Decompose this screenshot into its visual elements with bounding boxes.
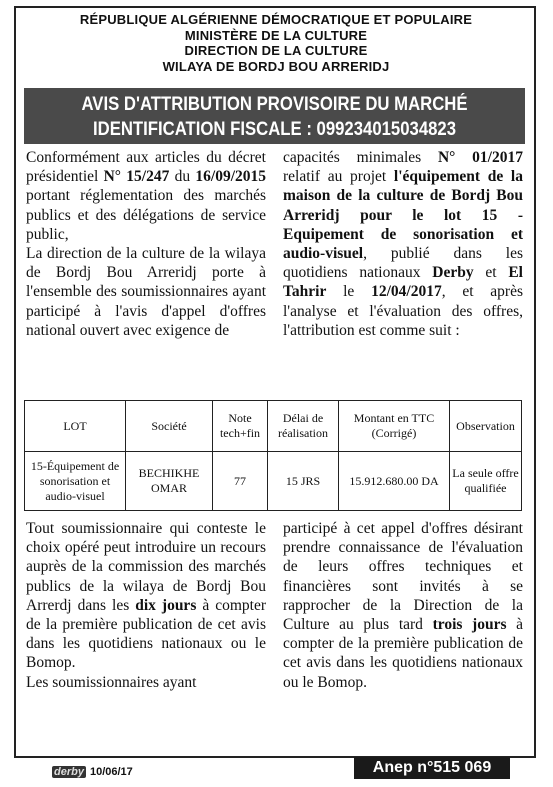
header-wilaya: WILAYA DE BORDJ BOU ARRERIDJ <box>162 58 390 74</box>
attribution-table <box>24 400 522 511</box>
header-delai: Délai de réalisation <box>268 401 339 452</box>
header-ministry: MINISTÈRE DE LA CULTURE <box>184 27 368 43</box>
document-header <box>16 12 536 74</box>
cell-delai: 15 JRS <box>268 452 339 511</box>
body-column-right <box>283 519 523 692</box>
intro-column-left <box>26 148 266 340</box>
publication-date: 10/06/17 <box>89 766 133 778</box>
anep-badge: Anep n°515 069 <box>354 757 510 779</box>
title-line-1: AVIS D'ATTRIBUTION PROVISOIRE DU MARCHÉ <box>81 94 468 115</box>
header-lot: LOT <box>25 401 126 452</box>
table-row <box>25 452 522 511</box>
intro-paragraph-3: capacités minimales N° 01/2017 relatif au projet l'équipement de la maison de la culture de Bordj Bou Arreridj pour le lot 15 - Equipement de sonorisation et audio-visuel, publié dans les quotidiens nationaux Derby et El Tahrir le 12/04/2017, et après l'analyse et l'évaluation des offres, l'attribution est comme suit : <box>283 149 523 339</box>
header-direction: DIRECTION DE LA CULTURE <box>184 43 368 58</box>
intro-paragraph-1: Conformément aux articles du décret présidentiel N° 15/247 du 16/09/2015 portant réglementation des marchés publics et des délégations de service public, <box>26 149 267 243</box>
derby-logo: derby <box>54 766 84 778</box>
header-note: Note tech+fin <box>213 401 268 452</box>
notice-title <box>24 88 525 144</box>
header-montant: Montant en TTC (Corrigé) <box>339 401 450 452</box>
publication-stamp <box>52 766 133 778</box>
body-paragraph-2: Les soumissionnaires ayant <box>26 673 197 691</box>
cell-observation: La seule offre qualifiée <box>450 452 522 511</box>
body-paragraph-1: Tout soumissionnaire qui conteste le choix opéré peut introduire un recours auprès de la commission des marchés publics de la wilaya de Bordj Bou Arrerdj dans les dix jours à compter de la première publication de cet avis dans les quotidiens nationaux ou le Bomop. <box>26 520 267 672</box>
body-paragraph-3: participé à cet appel d'offres désirant prendre connaissance de l'évaluation de leurs offres techniques et financières sont invités à se rapprocher de la Direction de la Culture au plus tard trois jours à compter de la première publication de cet avis dans les quotidiens nationaux ou le Bomop. <box>283 520 523 691</box>
header-republic: RÉPUBLIQUE ALGÉRIENNE DÉMOCRATIQUE ET POPULAIRE <box>79 12 473 27</box>
cell-note: 77 <box>213 452 268 511</box>
cell-montant: 15.912.680.00 DA <box>339 452 450 511</box>
header-societe: Société <box>126 401 213 452</box>
cell-societe: BECHIKHE OMAR <box>126 452 213 511</box>
body-column-left <box>26 519 266 692</box>
cell-lot: 15-Équipement de sonorisation et audio-visuel <box>25 452 126 511</box>
title-line-2: IDENTIFICATION FISCALE : 099234015034823 <box>92 119 457 140</box>
intro-column-right <box>283 148 523 340</box>
table-header-row <box>25 401 522 452</box>
header-observation: Observation <box>450 401 522 452</box>
intro-paragraph-2: La direction de la culture de la wilaya de Bordj Bou Arreridj porte à l'ensemble des soumissionnaires ayant participé à l'avis d'appel d'offres national ouvert avec exigence de <box>26 245 266 339</box>
